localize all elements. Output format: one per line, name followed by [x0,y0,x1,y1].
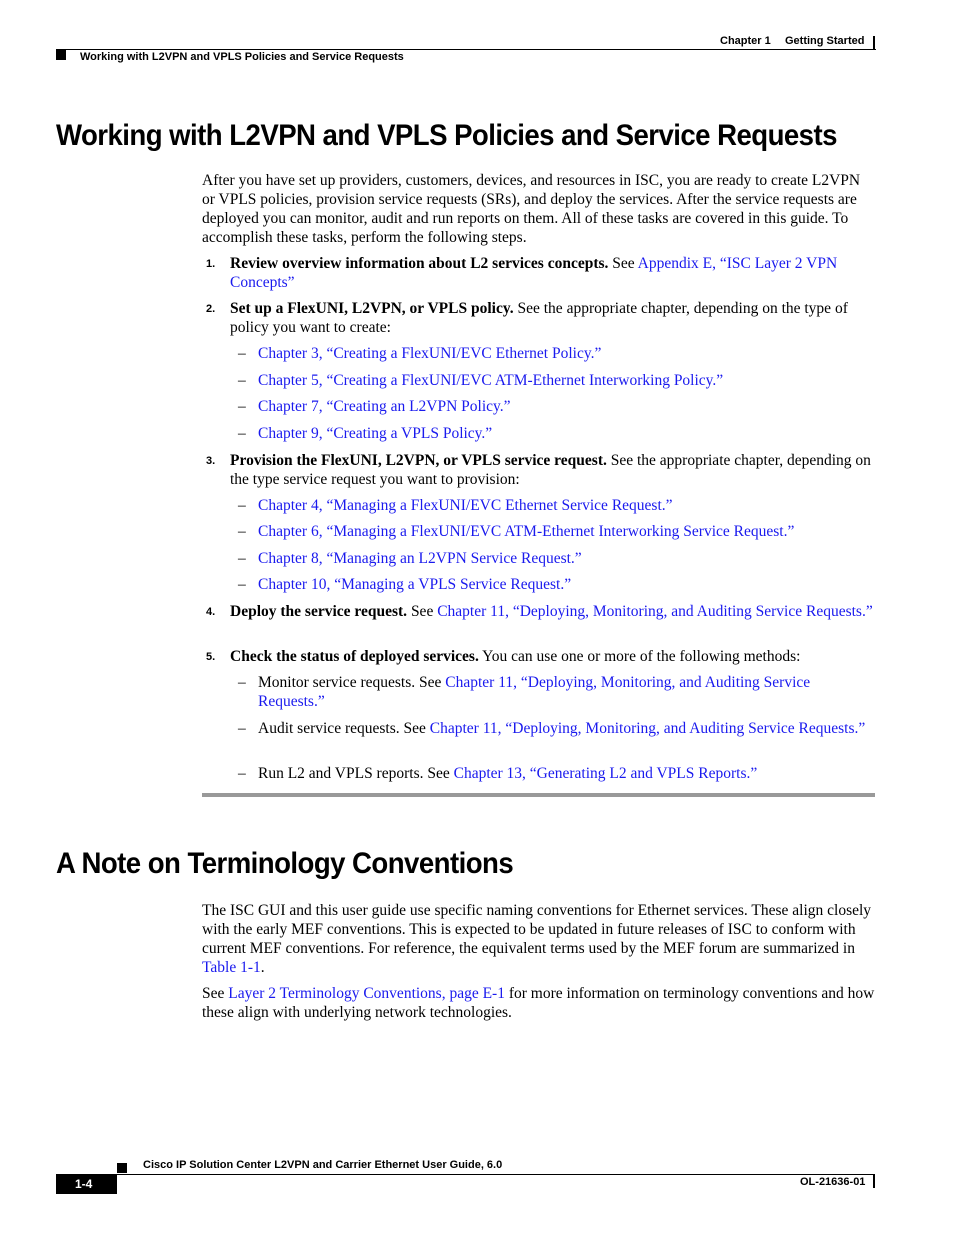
chapter-7-link[interactable]: Chapter 7, “Creating an L2VPN Policy.” [258,398,511,415]
footer-marker [117,1163,127,1173]
method-text: Run L2 and VPLS reports. See [258,765,454,782]
list-item: – Chapter 10, “Managing a VPLS Service Request.” [230,575,876,594]
step-number: 4. [206,606,216,618]
step-title: Provision the FlexUNI, L2VPN, or VPLS service request. [230,452,607,469]
step-5 [202,647,876,666]
step-title: Deploy the service request. [230,603,408,620]
table-1-1-link[interactable]: Table 1-1 [202,959,261,976]
chapter-10-link[interactable]: Chapter 10, “Managing a VPLS Service Request.” [258,576,572,593]
header-rule-right [873,36,875,50]
chapter-3-link[interactable]: Chapter 3, “Creating a FlexUNI/EVC Ethernet Policy.” [258,345,602,362]
chapter-5-link[interactable]: Chapter 5, “Creating a FlexUNI/EVC ATM-Ethernet Interworking Policy.” [258,372,724,389]
list-item: – Audit service requests. See Chapter 11, “Deploying, Monitoring, and Auditing Service Requests.” [238,720,866,737]
list-item: – Chapter 8, “Managing an L2VPN Service Request.” [230,549,876,568]
list-item: – Run L2 and VPLS reports. See Chapter 13, “Generating L2 and VPLS Reports.” [238,765,758,782]
step-title: Review overview information about L2 services concepts. [230,255,609,272]
paragraph-text: See [202,985,229,1002]
step-1 [202,254,876,292]
step-title: Set up a FlexUNI, L2VPN, or VPLS policy. [230,300,514,317]
list-item: – Chapter 6, “Managing a FlexUNI/EVC ATM-Ethernet Interworking Service Request.” [230,522,876,541]
step-number: 1. [206,258,216,270]
footer-doc-id: OL-21636-01 [800,1176,866,1188]
procedure-end-rule [202,793,875,797]
step-number: 5. [206,651,216,663]
chapter-13-link[interactable]: Chapter 13, “Generating L2 and VPLS Reports.” [453,765,758,782]
header-chapter-title: Getting Started [785,35,865,47]
chapter-11-link[interactable]: Chapter 11, “Deploying, Monitoring, and Auditing Service Requests.” [258,674,811,710]
step-text: See [608,255,638,272]
header-marker [56,50,66,60]
header-rule [56,49,876,50]
step-number: 3. [206,455,216,467]
method-text: Monitor service requests. See [258,674,446,691]
page-number: 1-4 [75,1177,93,1191]
list-item: – Monitor service requests. See Chapter 11, “Deploying, Monitoring, and Auditing Service Requests.” [238,674,811,710]
list-item: – Chapter 3, “Creating a FlexUNI/EVC Ethernet Policy.” [230,344,876,363]
step-number: 2. [206,303,216,315]
step-text: You can use one or more of the following methods: [478,648,801,665]
footer-guide-title: Cisco IP Solution Center L2VPN and Carrier Ethernet User Guide, 6.0 [143,1159,503,1171]
header-chapter-label: Chapter 1 [720,35,771,47]
step-text: See the appropriate chapter, depending on the type service request you want to provision: [230,452,871,488]
list-item: – Chapter 5, “Creating a FlexUNI/EVC ATM-Ethernet Interworking Policy.” [230,371,876,390]
appendix-e-link[interactable]: Appendix E, “ISC Layer 2 VPN Concepts” [230,255,838,291]
footer-rule-right [873,1174,875,1188]
see-also-paragraph [202,984,876,1022]
step-title: Check the status of deployed services. [230,648,479,665]
list-item: – Chapter 4, “Managing a FlexUNI/EVC Ethernet Service Request.” [230,496,876,515]
chapter-6-link[interactable]: Chapter 6, “Managing a FlexUNI/EVC ATM-Ethernet Interworking Service Request.” [258,523,795,540]
paragraph-text: The ISC GUI and this user guide use specific naming conventions for Ethernet services. These align closely with the early MEF conventions. This is expected to be updated in future releases of ISC to conform with current MEF conventions. For reference, the equivalent terms used by the MEF forum are summarized in [202,902,872,957]
chapter-4-link[interactable]: Chapter 4, “Managing a FlexUNI/EVC Ethernet Service Request.” [258,497,673,514]
terminology-paragraph [202,901,876,977]
step-3 [202,451,876,489]
method-text: Audit service requests. See [258,720,430,737]
footer-rule [117,1174,875,1175]
step-4 [202,602,876,621]
intro-paragraph: After you have set up providers, customers, devices, and resources in ISC, you are ready to create L2VPN or VPLS policies, provision service requests (SRs), and deploy the services. After the service requests are deployed you can monitor, audit and run reports on them. All of these tasks are covered in this guide. To accomplish these tasks, perform the following steps. [202,172,861,246]
section-heading-l2vpn: Working with L2VPN and VPLS Policies and Service Requests [56,119,837,152]
list-item: – Chapter 7, “Creating an L2VPN Policy.” [230,397,876,416]
header-section-title: Working with L2VPN and VPLS Policies and Service Requests [80,51,404,63]
step-text: See the appropriate chapter, depending on the type of policy you want to create: [230,300,848,336]
step-2 [202,299,876,337]
chapter-8-link[interactable]: Chapter 8, “Managing an L2VPN Service Request.” [258,550,582,567]
list-item: – Chapter 9, “Creating a VPLS Policy.” [230,424,876,443]
paragraph-text: . [260,959,265,976]
paragraph-text: for more information on terminology conventions and how these align with underlying network technologies. [202,985,875,1021]
section-heading-terminology: A Note on Terminology Conventions [56,847,514,880]
chapter-11-link[interactable]: Chapter 11, “Deploying, Monitoring, and Auditing Service Requests.” [429,720,866,737]
layer-2-terminology-link[interactable]: Layer 2 Terminology Conventions, page E-1 [228,985,505,1002]
chapter-9-link[interactable]: Chapter 9, “Creating a VPLS Policy.” [258,425,493,442]
step-text: See [407,603,438,620]
chapter-11-link[interactable]: Chapter 11, “Deploying, Monitoring, and Auditing Service Requests.” [437,603,873,620]
